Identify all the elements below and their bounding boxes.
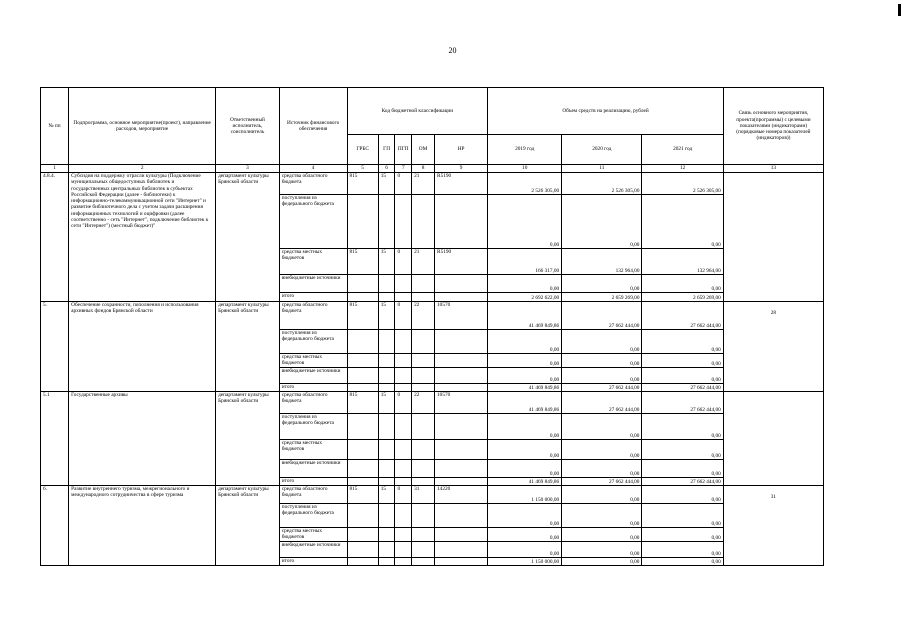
header-2021: 2021 год xyxy=(642,135,723,165)
col-number: 2 xyxy=(69,165,216,173)
code-gp xyxy=(378,542,395,558)
code-gp: 15 xyxy=(378,173,395,195)
code-pgp xyxy=(395,440,412,460)
table-body xyxy=(41,173,824,566)
amount-2020: 27 662 444,00 xyxy=(562,302,642,330)
code-om xyxy=(412,354,435,368)
code-gp xyxy=(378,528,395,542)
amount-2021: 0,00 xyxy=(642,460,723,478)
code-gp xyxy=(378,368,395,384)
amount-2019: 0,00 xyxy=(488,528,562,542)
responsible-executor: департамент культуры Брянской области xyxy=(216,486,280,566)
amount-2020: 2 526 305,00 xyxy=(562,173,642,195)
header-pgp: ПГП xyxy=(395,135,412,165)
table-row xyxy=(41,486,824,504)
funding-source: средства областного бюджета xyxy=(279,302,347,330)
code-gp: 15 xyxy=(378,302,395,330)
responsible-executor: департамент культуры Брянской области xyxy=(216,392,280,486)
code-gp xyxy=(378,478,395,486)
funding-source: внебюджетные источники xyxy=(279,275,347,293)
item-name: Развитие внутреннего туризма, межрегионального и международного сотрудничества в сфере туризма xyxy=(69,486,216,566)
code-grbs xyxy=(347,460,378,478)
item-number: 5.1 xyxy=(41,392,69,486)
code-grbs xyxy=(347,330,378,354)
funding-source: итого xyxy=(279,478,347,486)
code-nr: 10570 xyxy=(435,302,488,330)
code-om xyxy=(412,440,435,460)
amount-2019: 0,00 xyxy=(488,368,562,384)
code-grbs xyxy=(347,195,378,249)
code-grbs xyxy=(347,275,378,293)
amount-2021: 27 662 444,00 xyxy=(642,384,723,392)
amount-2019: 0,00 xyxy=(488,414,562,440)
code-gp xyxy=(378,440,395,460)
code-pgp xyxy=(395,528,412,542)
table-row xyxy=(41,392,824,414)
col-number: 5 xyxy=(347,165,378,173)
amount-2020: 0,00 xyxy=(562,486,642,504)
col-number: 8 xyxy=(412,165,435,173)
amount-2021: 0,00 xyxy=(642,558,723,566)
header-budget-code: Код бюджетной классификации xyxy=(347,88,488,135)
amount-2019: 166 317,00 xyxy=(488,249,562,275)
code-om xyxy=(412,528,435,542)
code-om xyxy=(412,293,435,302)
code-nr: R5190 xyxy=(435,249,488,275)
amount-2021: 0,00 xyxy=(642,195,723,249)
amount-2019: 0,00 xyxy=(488,460,562,478)
header-grbs: ГРБС xyxy=(347,135,378,165)
code-grbs xyxy=(347,293,378,302)
col-number: 6 xyxy=(378,165,395,173)
code-nr xyxy=(435,440,488,460)
funding-source: средства областного бюджета xyxy=(279,173,347,195)
code-pgp xyxy=(395,354,412,368)
item-number: 6. xyxy=(41,486,69,566)
scan-edge-mark xyxy=(898,4,901,16)
code-nr xyxy=(435,414,488,440)
responsible-executor: департамент культуры Брянской области xyxy=(216,302,280,392)
code-nr xyxy=(435,504,488,528)
amount-2019: 0,00 xyxy=(488,440,562,460)
code-om: 31 xyxy=(412,486,435,504)
amount-2021: 27 662 444,00 xyxy=(642,478,723,486)
code-pgp xyxy=(395,275,412,293)
code-gp: 15 xyxy=(378,249,395,275)
amount-2021: 0,00 xyxy=(642,528,723,542)
amount-2020: 0,00 xyxy=(562,460,642,478)
amount-2020: 0,00 xyxy=(562,528,642,542)
code-nr xyxy=(435,330,488,354)
code-pgp xyxy=(395,414,412,440)
code-nr xyxy=(435,460,488,478)
funding-source: внебюджетные источники xyxy=(279,542,347,558)
header-2019: 2019 год xyxy=(488,135,562,165)
funding-source: средства местных бюджетов xyxy=(279,354,347,368)
code-grbs: 815 xyxy=(347,486,378,504)
indicator-link xyxy=(723,173,823,302)
item-name: Обеспечение сохранности, пополнения и использования архивных фондов Брянской области xyxy=(69,302,216,392)
code-pgp xyxy=(395,478,412,486)
funding-source: итого xyxy=(279,384,347,392)
funding-source: средства областного бюджета xyxy=(279,486,347,504)
code-grbs xyxy=(347,384,378,392)
amount-2021: 0,00 xyxy=(642,486,723,504)
amount-2019: 41 469 849,86 xyxy=(488,384,562,392)
header-subprogram: Подпрограмма, основное мероприятие(проект), направление расходов, мероприятие xyxy=(69,88,216,165)
code-grbs: 815 xyxy=(347,173,378,195)
amount-2021: 0,00 xyxy=(642,504,723,528)
item-name: Субсидия на поддержку отрасли культуры (Подключение муниципальных общедоступных библиотек и государственных центральных библиотек в субъектах Российской Федерации (далее - библиотеки) к информационно-телекоммуникационной сети "Интернет" и развитие библиотечного дела с учетом задачи расширения информационных технологий и оцифровки (далее соответственно - сеть "Интернет", подключение библиотек к сети "Интернет") (местный бюджет)" xyxy=(69,173,216,302)
code-nr xyxy=(435,542,488,558)
amount-2020: 0,00 xyxy=(562,368,642,384)
code-gp xyxy=(378,558,395,566)
code-grbs: 815 xyxy=(347,392,378,414)
item-number: 4.8.4. xyxy=(41,173,69,302)
column-number-row xyxy=(41,165,824,173)
code-gp xyxy=(378,414,395,440)
code-pgp xyxy=(395,542,412,558)
amount-2021: 0,00 xyxy=(642,354,723,368)
indicator-link xyxy=(723,392,823,486)
header-gp: ГП xyxy=(378,135,395,165)
header-link: Связь основного мероприятия, проекта(программы) с целевыми показателями (индикаторами) (порядковые номера показателей (индикаторов)) xyxy=(723,88,823,165)
page-number: 20 xyxy=(448,46,457,55)
amount-2020: 0,00 xyxy=(562,414,642,440)
amount-2020: 27 662 444,00 xyxy=(562,478,642,486)
col-number: 4 xyxy=(279,165,347,173)
code-gp: 15 xyxy=(378,486,395,504)
code-pgp xyxy=(395,195,412,249)
amount-2021: 0,00 xyxy=(642,368,723,384)
code-pgp xyxy=(395,558,412,566)
funding-source: итого xyxy=(279,558,347,566)
amount-2020: 0,00 xyxy=(562,542,642,558)
item-number: 5. xyxy=(41,302,69,392)
code-pgp: 0 xyxy=(395,486,412,504)
code-pgp xyxy=(395,384,412,392)
code-gp xyxy=(378,275,395,293)
amount-2020: 0,00 xyxy=(562,195,642,249)
header-no: № пп xyxy=(41,88,69,165)
table-row xyxy=(41,302,824,330)
code-grbs xyxy=(347,542,378,558)
code-pgp xyxy=(395,460,412,478)
amount-2020: 0,00 xyxy=(562,275,642,293)
code-nr xyxy=(435,478,488,486)
code-grbs xyxy=(347,414,378,440)
amount-2019: 0,00 xyxy=(488,542,562,558)
header-source: Источник финансового обеспечения xyxy=(279,88,347,165)
code-nr xyxy=(435,195,488,249)
code-om xyxy=(412,504,435,528)
code-nr xyxy=(435,528,488,542)
funding-source: поступления из федерального бюджета xyxy=(279,330,347,354)
code-nr: 10570 xyxy=(435,392,488,414)
amount-2021: 0,00 xyxy=(642,542,723,558)
amount-2020: 0,00 xyxy=(562,504,642,528)
code-grbs: 815 xyxy=(347,249,378,275)
item-name: Государственные архивы xyxy=(69,392,216,486)
code-grbs xyxy=(347,368,378,384)
amount-2020: 132 964,00 xyxy=(562,249,642,275)
code-pgp: 0 xyxy=(395,302,412,330)
code-om xyxy=(412,558,435,566)
amount-2019: 0,00 xyxy=(488,504,562,528)
code-gp: 15 xyxy=(378,392,395,414)
amount-2019: 0,00 xyxy=(488,354,562,368)
amount-2020: 0,00 xyxy=(562,330,642,354)
amount-2019: 1 150 000,00 xyxy=(488,486,562,504)
header-om: ОМ xyxy=(412,135,435,165)
amount-2021: 0,00 xyxy=(642,414,723,440)
col-number: 7 xyxy=(395,165,412,173)
code-gp xyxy=(378,354,395,368)
code-grbs xyxy=(347,558,378,566)
code-gp xyxy=(378,384,395,392)
funding-source: средства местных бюджетов xyxy=(279,528,347,542)
code-grbs xyxy=(347,354,378,368)
amount-2020: 27 662 444,00 xyxy=(562,392,642,414)
code-nr xyxy=(435,293,488,302)
code-gp xyxy=(378,195,395,249)
amount-2019: 0,00 xyxy=(488,275,562,293)
code-pgp: 0 xyxy=(395,249,412,275)
amount-2019: 41 469 849,86 xyxy=(488,302,562,330)
funding-source: поступления из федерального бюджета xyxy=(279,195,347,249)
code-gp xyxy=(378,504,395,528)
code-nr: 14220 xyxy=(435,486,488,504)
code-om: 22 xyxy=(412,302,435,330)
amount-2019: 41 469 849,86 xyxy=(488,478,562,486)
code-om xyxy=(412,542,435,558)
col-number: 3 xyxy=(216,165,280,173)
code-grbs xyxy=(347,504,378,528)
code-grbs xyxy=(347,528,378,542)
code-nr xyxy=(435,558,488,566)
funding-source: средства областного бюджета xyxy=(279,392,347,414)
code-gp xyxy=(378,330,395,354)
amount-2020: 0,00 xyxy=(562,354,642,368)
header-2020: 2020 год xyxy=(562,135,642,165)
code-om: 22 xyxy=(412,392,435,414)
code-pgp xyxy=(395,293,412,302)
col-number: 11 xyxy=(562,165,642,173)
col-number: 12 xyxy=(642,165,723,173)
amount-2020: 27 662 444,00 xyxy=(562,384,642,392)
code-pgp xyxy=(395,368,412,384)
funding-source: поступления из федерального бюджета xyxy=(279,504,347,528)
code-om xyxy=(412,195,435,249)
code-nr xyxy=(435,354,488,368)
amount-2020: 0,00 xyxy=(562,558,642,566)
header-volume: Объем средств на реализацию, рублей xyxy=(488,88,724,135)
funding-source: внебюджетные источники xyxy=(279,368,347,384)
code-om xyxy=(412,384,435,392)
amount-2019: 0,00 xyxy=(488,195,562,249)
header-nr: НР xyxy=(435,135,488,165)
code-pgp xyxy=(395,504,412,528)
code-om xyxy=(412,330,435,354)
budget-table xyxy=(40,87,824,566)
col-number: 10 xyxy=(488,165,562,173)
amount-2021: 0,00 xyxy=(642,440,723,460)
code-nr xyxy=(435,368,488,384)
code-grbs xyxy=(347,440,378,460)
amount-2020: 0,00 xyxy=(562,440,642,460)
amount-2019: 2 692 622,00 xyxy=(488,293,562,302)
col-number: 9 xyxy=(435,165,488,173)
code-om xyxy=(412,414,435,440)
code-om: 21 xyxy=(412,249,435,275)
indicator-link: 28 xyxy=(723,302,823,392)
code-grbs xyxy=(347,478,378,486)
amount-2021: 132 964,00 xyxy=(642,249,723,275)
amount-2021: 27 662 444,00 xyxy=(642,302,723,330)
amount-2021: 0,00 xyxy=(642,330,723,354)
amount-2021: 27 662 444,00 xyxy=(642,392,723,414)
amount-2019: 2 526 305,00 xyxy=(488,173,562,195)
col-number: 13 xyxy=(723,165,823,173)
col-number: 1 xyxy=(41,165,69,173)
code-om xyxy=(412,368,435,384)
code-om xyxy=(412,460,435,478)
code-om xyxy=(412,478,435,486)
amount-2021: 2 659 269,00 xyxy=(642,293,723,302)
amount-2021: 2 526 305,00 xyxy=(642,173,723,195)
funding-source: поступления из федерального бюджета xyxy=(279,414,347,440)
funding-source: итого xyxy=(279,293,347,302)
code-om xyxy=(412,275,435,293)
amount-2019: 0,00 xyxy=(488,330,562,354)
code-nr xyxy=(435,275,488,293)
amount-2020: 2 659 269,00 xyxy=(562,293,642,302)
code-pgp xyxy=(395,330,412,354)
table-row xyxy=(41,173,824,195)
code-nr xyxy=(435,384,488,392)
code-nr: R5190 xyxy=(435,173,488,195)
amount-2019: 1 150 000,00 xyxy=(488,558,562,566)
funding-source: средства местных бюджетов xyxy=(279,440,347,460)
code-gp xyxy=(378,293,395,302)
header-responsible: Ответственный исполнитель, соисполнитель xyxy=(216,88,280,165)
code-gp xyxy=(378,460,395,478)
code-pgp: 0 xyxy=(395,173,412,195)
amount-2019: 41 469 849,86 xyxy=(488,392,562,414)
responsible-executor: департамент культуры Брянской области xyxy=(216,173,280,302)
code-om: 21 xyxy=(412,173,435,195)
code-grbs: 815 xyxy=(347,302,378,330)
code-pgp: 0 xyxy=(395,392,412,414)
funding-source: средства местных бюджетов xyxy=(279,249,347,275)
funding-source: внебюджетные источники xyxy=(279,460,347,478)
amount-2021: 0,00 xyxy=(642,275,723,293)
indicator-link: 31 xyxy=(723,486,823,566)
